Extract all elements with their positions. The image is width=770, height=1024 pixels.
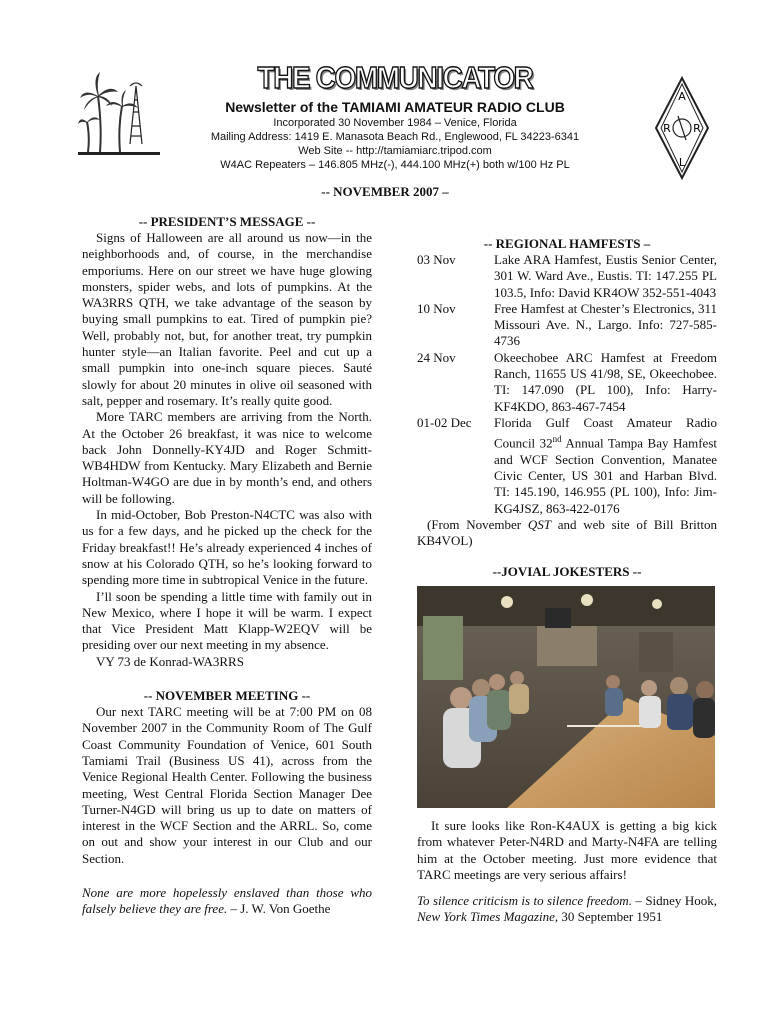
hamfest-item [417, 415, 717, 517]
hamfest-date: 01-02 Dec [417, 414, 472, 430]
hamfest-item [417, 350, 717, 415]
hamfest-description: Okeechobee ARC Hamfest at Freedom Ranch, 11655 US 41/98, SE, Okeechobee. TI: 147.090 (PL 100), Info: Harry-KF4KDO, 863-467-7454 [494, 349, 717, 414]
hamfest-list [417, 252, 717, 517]
hook-quote-source: New York Times Magazine [417, 909, 555, 925]
hook-quote-attr: , 30 September 1951 [554, 909, 663, 925]
hamfest-date: 03 Nov [417, 252, 456, 267]
president-paragraph: Signs of Halloween are all around us now—in the neighborhoods and, of course, in the merchandise emporiums. Here on our street we have huge glowing monsters, spider webs, and lots of pumpkins. At the WA3RRS QTH, we take advantage of the season by buying small pumpkins to eat. Tired of pumpkin pie? Well, probably not, but, for another treat, try pumpkin hunter style—an Italian favorite. Peel and cut up a small pumpkin into one-inch square pieces. Sauté slowly for about 20 minutes in olive oil seasoned with salt, pepper and rosemary. It’s really quite good. [82, 230, 372, 408]
goethe-quote-author: – J. W. Von Goethe [227, 901, 331, 917]
meeting-photo [417, 586, 715, 808]
meeting-heading: -- NOVEMBER MEETING -- [143, 688, 311, 704]
hamfest-date: 24 Nov [417, 349, 456, 365]
hamfest-item [417, 301, 717, 350]
arrl-diamond-logo [654, 76, 710, 180]
hamfest-desc-part: Florida Gulf Coast Amateur Radio Council 32 [494, 414, 717, 451]
mailing-address: Mailing Address: 1419 E. Manasota Beach Rd., Englewood, FL 34223-6341 [210, 131, 580, 143]
hamfest-description [494, 415, 717, 517]
hamfest-description: Lake ARA Hamfest, Eustis Senior Center, 301 W. Ward Ave., Eustis. TI: 147.255 PL 103.5, Info: David KR4OW 352-551-4043 [494, 252, 717, 300]
repeaters-line: W4AC Repeaters – 146.805 MHz(-), 444.100 MHz(+) both w/100 Hz PL [220, 159, 570, 171]
left-column [82, 214, 372, 918]
president-paragraph: In mid-October, Bob Preston-N4CTC was also with us for a few days, and he picked up the check for the Friday breakfast!! He’s already experienced 4 inches of snow at his Colorado QTH, so he’s looking forward to spending more time in subtropical Venice in the future. [82, 507, 372, 588]
photo-caption: It sure looks like Ron-K4AUX is getting a big kick from whatever Peter-N4RD and Marty-N4FA are telling him at the October meeting. Just more evidence that TARC meetings are very serious affairs! [417, 817, 717, 882]
hook-quote-text: To silence criticism is to silence freedom. [417, 893, 632, 909]
newsletter-subtitle: Newsletter of the TAMIAMI AMATEUR RADIO CLUB [225, 99, 565, 115]
hamfest-item [417, 252, 717, 301]
hamfest-date: 10 Nov [417, 300, 456, 316]
arrl-letter-a: A [678, 90, 686, 103]
incorporated-line: Incorporated 30 November 1984 – Venice, Florida [273, 117, 517, 129]
hamfest-description: Free Hamfest at Chester’s Electronics, 311 Missouri Ave. N., Largo. Info: 727-585-4736 [494, 300, 717, 349]
goethe-quote-text: None are more hopelessly enslaved than those who falsely believe they are free. [82, 884, 372, 917]
jokesters-heading: --JOVIAL JOKESTERS -- [492, 563, 642, 579]
source-text: and web site of Bill Britton KB4VOL) [417, 517, 718, 549]
masthead [170, 60, 620, 172]
president-heading: -- PRESIDENT’S MESSAGE -- [138, 214, 316, 229]
issue-date: -- NOVEMBER 2007 – [321, 184, 449, 199]
arrl-letter-r2: R [693, 122, 701, 135]
hamfest-source [417, 517, 717, 550]
hook-quote [417, 893, 717, 926]
arrl-letter-l: L [678, 156, 686, 169]
source-qst: QST [527, 517, 551, 533]
hamfests-heading: -- REGIONAL HAMFESTS – [483, 236, 651, 251]
arrl-letter-r1: R [663, 122, 671, 135]
hamfest-desc-sup: nd [552, 434, 562, 445]
goethe-quote [82, 885, 372, 918]
hamfest-desc-part: Annual Tampa Bay Hamfest and WCF Section Convention, Manatee Civic Center, US 301 and Harban Blvd. TI: 145.190, 146.955 (PL 100), Info: Jim-KG4JSZ, 863-422-0176 [494, 435, 717, 516]
website-line: Web Site -- http://tamiamiarc.tripod.com [298, 145, 492, 157]
president-signature: VY 73 de Konrad-WA3RRS [96, 653, 244, 669]
meeting-paragraph: Our next TARC meeting will be at 7:00 PM on 08 November 2007 in the Community Room of The Gulf Coast Community Foundation of Venice, 601 South Tamiami Trail (Business US 41), across from the Venice Regional Health Center. Following the business meeting, West Central Florida Section Manager Dee Turner-N4GD will bring us up to date on matters of interest in the WCF Section and the ARRL. So, come on out and show your interest in our Club and our Section. [82, 704, 372, 866]
source-text: (From November [427, 517, 528, 533]
newsletter-title: THE COMMUNICATOR [257, 60, 533, 95]
hook-quote-attr: – Sidney Hook, [631, 893, 717, 909]
palm-tree-logo [78, 66, 160, 158]
right-column [417, 236, 717, 926]
president-paragraph: More TARC members are arriving from the North. At the October 26 breakfast, it was nice to welcome back John Donnelly-KY4JD and Roger Schmitt-WB4HDW from Kentucky. Mary Elizabeth and Bernie Holtman-W4GO are due in by month’s end, and others will be following. [82, 409, 372, 506]
president-paragraph: I’ll soon be spending a little time with family out in New Mexico, where I hope it will be warm. I expect that Vice President Matt Klapp-W2EQV will be presiding over our next meeting in my absence. [82, 588, 372, 653]
